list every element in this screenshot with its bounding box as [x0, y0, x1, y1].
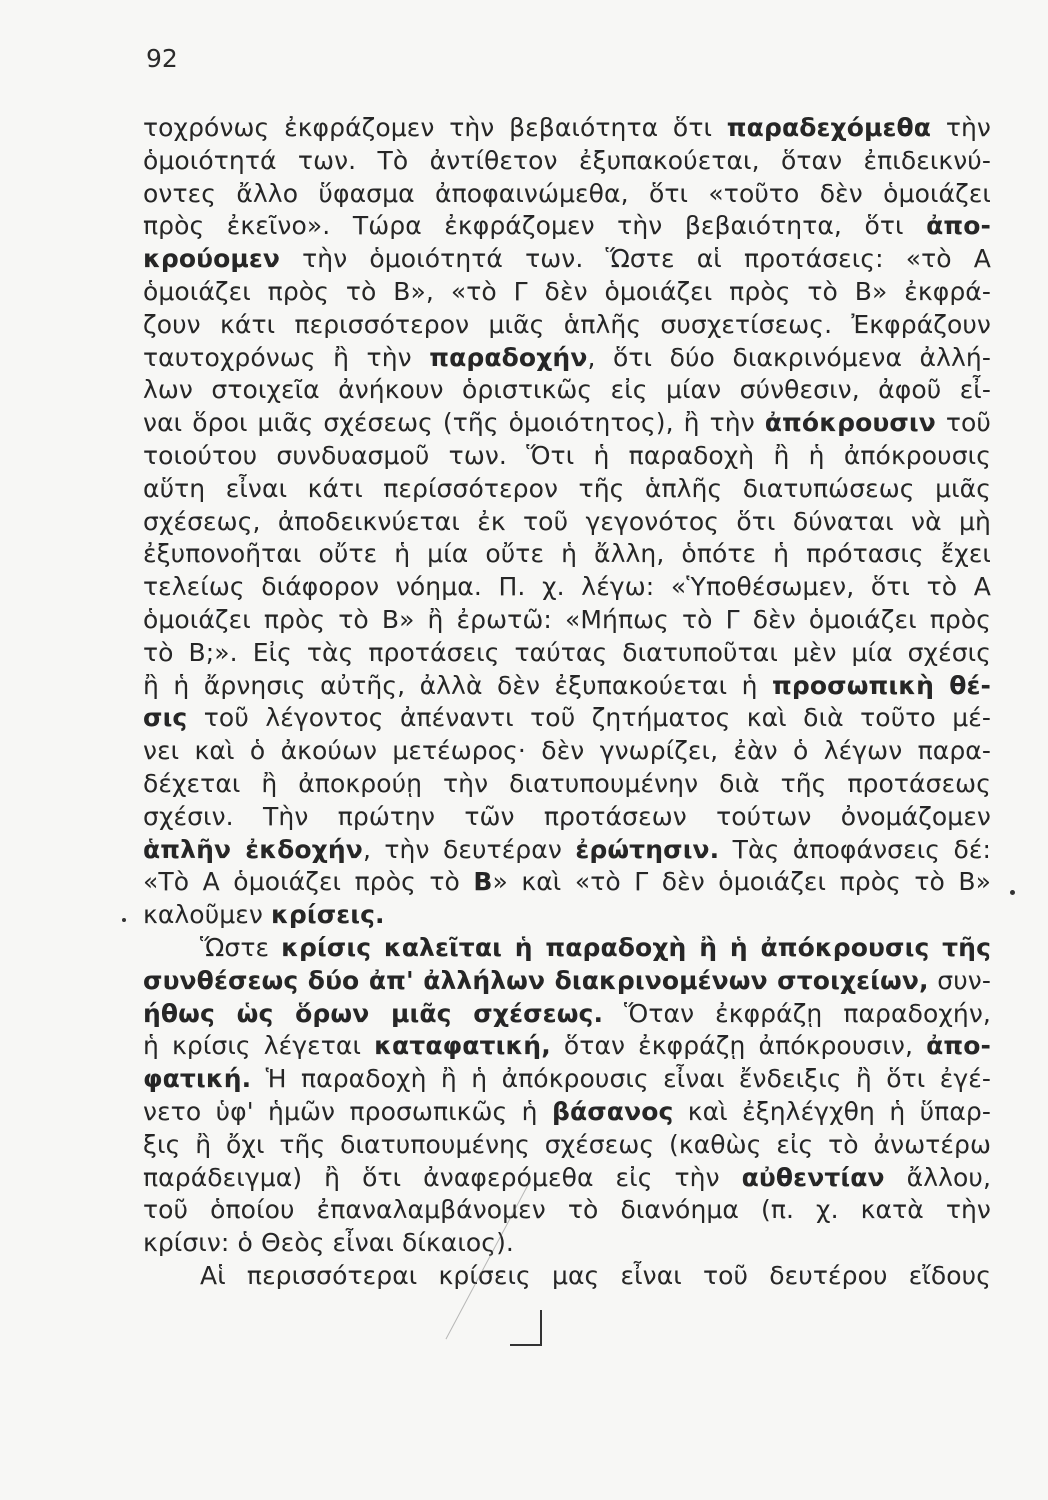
- bold-term: ήθως ὡς ὅρων μιᾶς σχέσεως.: [143, 998, 604, 1028]
- text-run: αὕτη εἶναι κάτι περίσσότερον τῆς ἁπλῆς διατυπώσεως μιᾶς: [143, 473, 991, 503]
- text-line: [143, 735, 991, 768]
- text-run: ὅταν ἐκφράζῃ ἀπόκρουσιν,: [550, 1031, 927, 1061]
- text-line: [143, 604, 991, 637]
- text-run: «Τὸ Α ὁμοιάζει πρὸς τὸ: [143, 867, 474, 897]
- text-line: [143, 473, 991, 506]
- text-run: τοῦ ὁποίου ἐπαναλαμβάνομεν τὸ διανόημα (π. χ. κατὰ τὴν: [143, 1195, 991, 1225]
- text-run: τὴν: [931, 113, 991, 142]
- text-run: ναι ὅροι μιᾶς σχέσεως (τῆς ὁμοιότητος), ἢ τὴν: [143, 408, 765, 438]
- text-line: [143, 637, 991, 670]
- page-number: 92: [146, 44, 178, 73]
- text-run: δέχεται ἢ ἀποκρούῃ τὴν διατυπουμένην διὰ τῆς προτάσεως: [143, 768, 991, 798]
- text-line: [143, 145, 991, 178]
- bold-term: παραδεχόμεθα: [726, 113, 932, 142]
- bold-term: καταφατική,: [374, 1031, 551, 1061]
- text-run: ἢ ἡ ἄρνησις αὐτῆς, ἀλλὰ δὲν ἐξυπακούεται ἡ: [143, 670, 772, 700]
- text-line: [143, 965, 991, 998]
- text-line: [143, 571, 991, 604]
- text-run: , τὴν δευτέραν: [362, 834, 576, 864]
- text-line: [143, 670, 991, 703]
- text-run: Αἱ περισσότεραι κρίσεις μας εἶναι τοῦ δευτέρου εἴδους: [200, 1260, 991, 1290]
- text-line: [143, 506, 991, 539]
- text-run: Τὰς ἀποφάνσεις δέ:: [719, 834, 991, 864]
- text-line: [143, 1162, 991, 1195]
- bold-term: ἀπο-: [926, 211, 991, 241]
- text-line: [143, 801, 991, 834]
- text-run: Ἡ παραδοχὴ ἢ ἡ ἀπόκρουσις εἶναι ἔνδειξις ἢ ὅτι ἐγέ-: [251, 1064, 991, 1094]
- text-line: [143, 309, 991, 342]
- text-run: τὸ Β;». Εἰς τὰς προτάσεις ταύτας διατυποῦται μὲν μία σχέσις: [143, 637, 991, 667]
- text-line: [143, 899, 991, 932]
- ink-dot-mark: [122, 918, 126, 922]
- text-line: [143, 768, 991, 801]
- text-run: καλοῦμεν: [143, 900, 271, 930]
- bold-term: ἀπο-: [926, 1031, 991, 1061]
- text-run: πρὸς ἐκεῖνο». Τώρα ἐκφράζομεν τὴν βεβαιότητα, ὅτι: [143, 211, 927, 241]
- text-run: τοῦ: [935, 408, 991, 438]
- bold-term: Β: [473, 867, 493, 897]
- text-run: Ὥστε: [200, 932, 282, 962]
- text-run: τοῦ λέγοντος ἀπέναντι τοῦ ζητήματος καὶ διὰ τοῦτο μέ-: [187, 703, 991, 733]
- text-line: [143, 538, 991, 571]
- bold-term: ἀπόκρουσιν: [764, 408, 936, 438]
- text-line: [143, 440, 991, 473]
- text-line: [143, 998, 991, 1031]
- text-run: νει καὶ ὁ ἀκούων μετέωρος· δὲν γνωρίζει, ἐὰν ὁ λέγων παρα-: [143, 736, 991, 766]
- text-run: τοιούτου συνδυασμοῦ των. Ὅτι ἡ παραδοχὴ ἢ ἡ ἀπόκρουσις: [143, 440, 991, 470]
- bold-term: ἁπλῆν ἐκδοχήν: [143, 834, 363, 864]
- bold-term: σις: [143, 703, 188, 733]
- text-run: νετο ὑφ' ἡμῶν προσωπικῶς ἡ: [143, 1096, 552, 1126]
- bold-term: φατική.: [143, 1064, 252, 1094]
- ink-dot-mark: [1010, 890, 1015, 895]
- text-run: οντες ἄλλο ὕφασμα ἀποφαινώμεθα, ὅτι «τοῦτο δὲν ὁμοιάζει: [143, 178, 991, 208]
- text-run: Ὅταν ἐκφράζῃ παραδοχήν,: [603, 998, 991, 1028]
- text-run: λων στοιχεῖα ἀνήκουν ὁριστικῶς εἰς μίαν σύνθεσιν, ἀφοῦ εἶ-: [143, 375, 991, 405]
- text-line: [143, 866, 991, 899]
- text-line: [143, 243, 991, 276]
- text-run: ἄλλου,: [884, 1162, 991, 1192]
- text-run: ἡ κρίσις λέγεται: [143, 1031, 375, 1061]
- text-run: » καὶ «τὸ Γ δὲν ὁμοιάζει πρὸς τὸ Β»: [492, 867, 991, 897]
- text-line: [143, 834, 991, 867]
- text-run: ὁμοιότητά των. Τὸ ἀντίθετον ἐξυπακούεται, ὅταν ἐπιδεικνύ-: [143, 145, 991, 175]
- body-text: [143, 112, 991, 1293]
- text-run: ζουν κάτι περισσότερον μιᾶς ἁπλῆς συσχετίσεως. Ἐκφράζουν: [143, 309, 991, 339]
- bold-term: παραδοχήν: [429, 342, 588, 372]
- text-line: [143, 178, 991, 211]
- text-run: ἐξυπονοῆται οὔτε ἡ μία οὔτε ἡ ἄλλη, ὁπότε ἡ πρότασις ἔχει: [143, 539, 991, 569]
- bold-term: αὐθεντίαν: [741, 1162, 885, 1192]
- text-run: συν-: [928, 965, 991, 995]
- text-line: [143, 932, 991, 965]
- text-line: [143, 1030, 991, 1063]
- text-run: ὁμοιάζει πρὸς τὸ Β», «τὸ Γ δὲν ὁμοιάζει πρὸς τὸ Β» ἐκφρά-: [143, 276, 991, 306]
- text-line: [143, 1063, 991, 1096]
- text-run: τοχρόνως ἐκφράζομεν τὴν βεβαιότητα ὅτι: [143, 113, 727, 142]
- text-line: [143, 374, 991, 407]
- bold-term: κρίσεις.: [271, 900, 385, 930]
- text-run: ξις ἢ ὄχι τῆς διατυπουμένης σχέσεως (καθὼς εἰς τὸ ἀνωτέρω: [143, 1129, 991, 1159]
- bold-term: ἐρώτησιν.: [575, 834, 720, 864]
- text-line: [143, 342, 991, 375]
- text-line: [143, 112, 991, 145]
- text-run: ὁμοιάζει πρὸς τὸ Β» ἢ ἐρωτῶ: «Μήπως τὸ Γ δὲν ὁμοιάζει πρὸς: [143, 604, 991, 634]
- text-line: [143, 276, 991, 309]
- text-line: [143, 702, 991, 735]
- text-run: ταυτοχρόνως ἢ τὴν: [143, 342, 430, 372]
- text-run: , ὅτι δύο διακρινόμενα ἀλλή-: [587, 342, 991, 372]
- bold-term: προσωπικὴ θέ-: [772, 670, 991, 700]
- bold-term: συνθέσεως δύο ἀπ' ἀλλήλων διακρινομένων στοιχείων,: [143, 965, 929, 995]
- text-run: σχέσεως, ἀποδεικνύεται ἐκ τοῦ γεγονότος ὅτι δύναται νὰ μὴ: [143, 506, 991, 536]
- bold-term: κρίσις καλεῖται ἡ παραδοχὴ ἢ ἡ ἀπόκρουσις τῆς: [281, 932, 991, 962]
- bold-term: βάσανος: [551, 1096, 674, 1126]
- text-line: [143, 407, 991, 440]
- text-run: σχέσιν. Τὴν πρώτην τῶν προτάσεων τούτων ὀνομάζομεν: [143, 801, 991, 831]
- text-run: καὶ ἐξηλέγχθη ἡ ὕπαρ-: [673, 1096, 991, 1126]
- text-line: [143, 1129, 991, 1162]
- text-run: παράδειγμα) ἢ ὅτι ἀναφερόμεθα εἰς τὴν: [143, 1162, 742, 1192]
- text-run: κρίσιν: ὁ Θεὸς εἶναι δίκαιος).: [143, 1228, 514, 1258]
- bold-term: κρούομεν: [143, 244, 281, 274]
- text-run: τὴν ὁμοιότητά των. Ὥστε αἱ προτάσεις: «τὸ Α: [280, 244, 991, 274]
- text-line: [143, 210, 991, 243]
- text-line: [143, 1096, 991, 1129]
- text-run: τελείως διάφορον νόημα. Π. χ. λέγω: «Ὑποθέσωμεν, ὅτι τὸ Α: [143, 572, 991, 602]
